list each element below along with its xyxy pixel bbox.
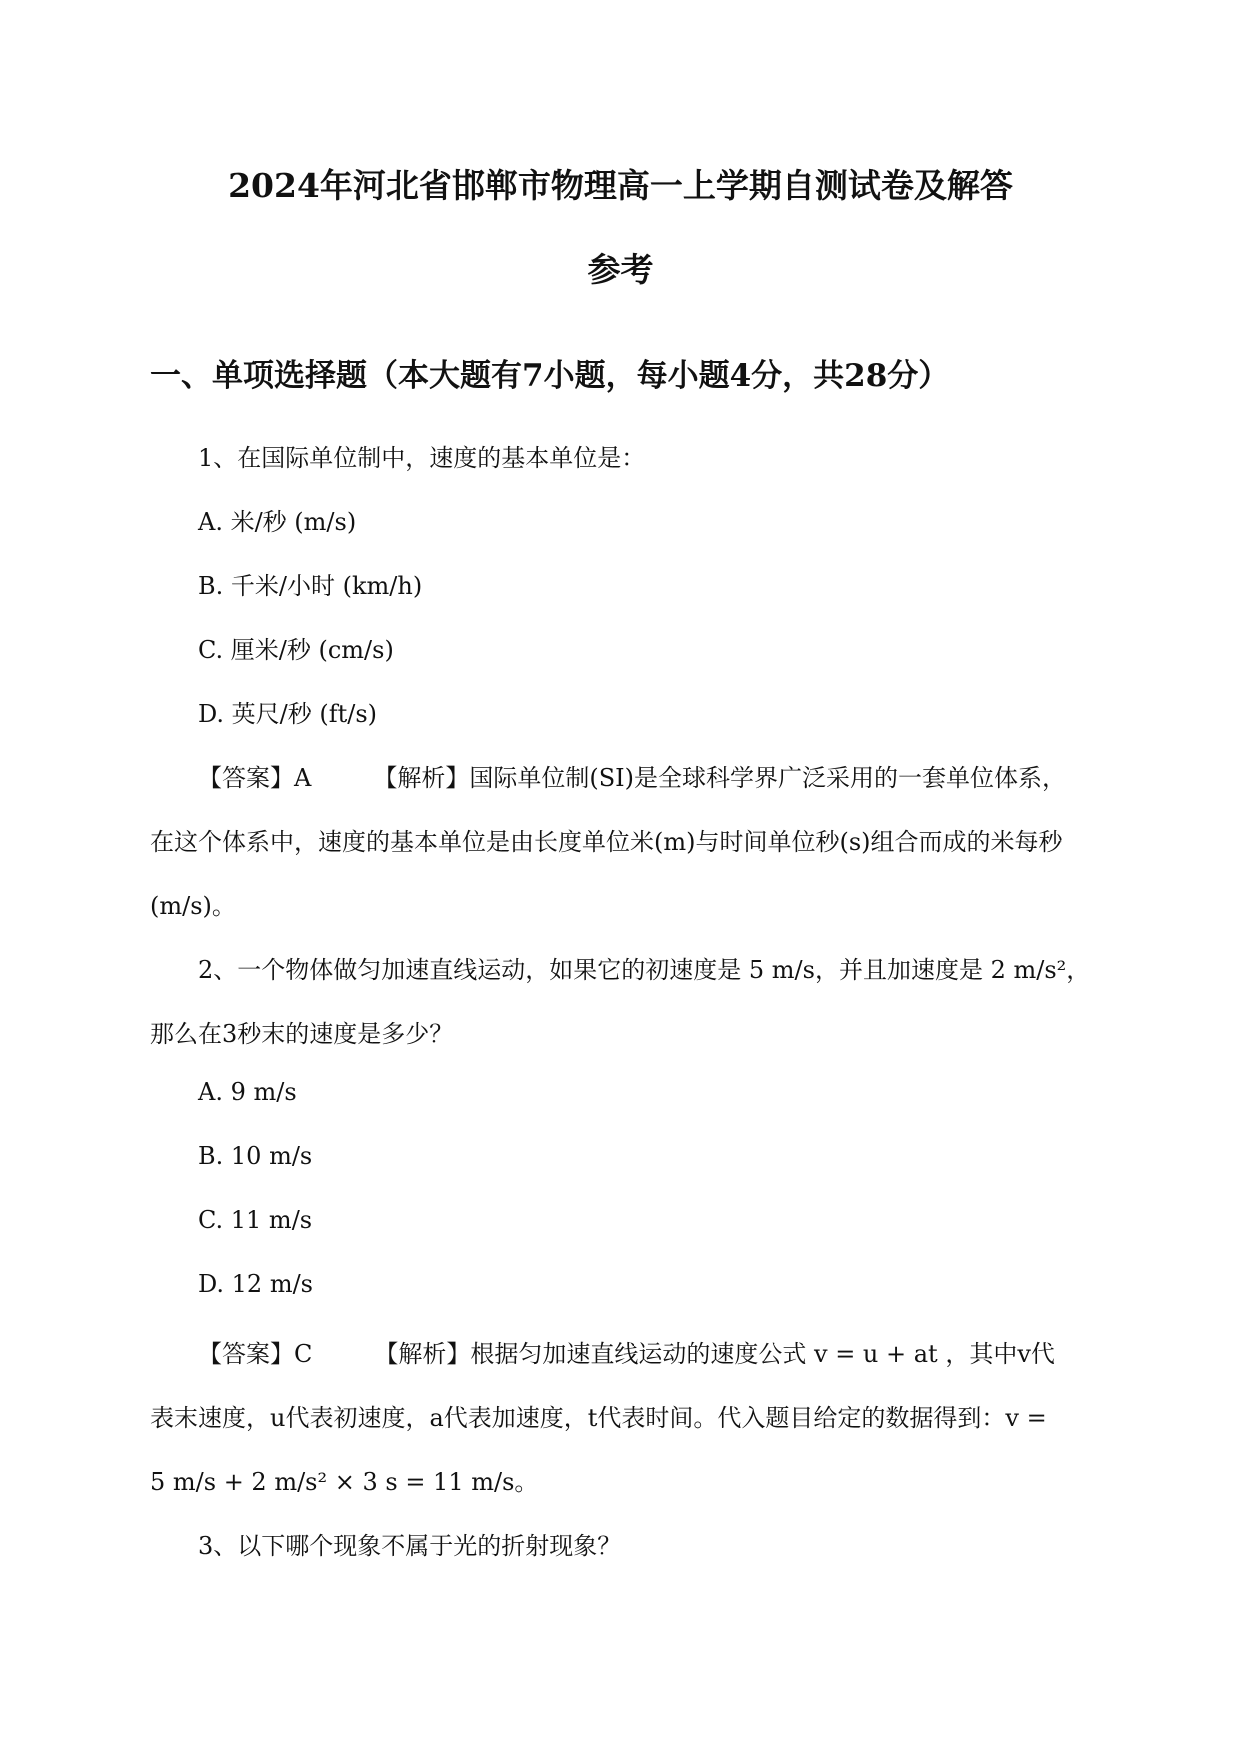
question-2-option-c: C. 11 m/s (198, 1206, 313, 1234)
question-2-option-a: A. 9 m/s (198, 1078, 297, 1106)
question-1-analysis-line3: (m/s)。 (150, 892, 236, 920)
question-1-option-d: D. 英尺/秒 (ft/s) (198, 700, 378, 728)
question-1-option-a: A. 米/秒 (m/s) (198, 508, 357, 536)
question-1-analysis-line1: 【解析】国际单位制(SI)是全球科学界广泛采用的一套单位体系， (373, 764, 1066, 792)
document-title-line2: 参考 (587, 250, 654, 289)
question-3-stem: 3、以下哪个现象不属于光的折射现象？ (198, 1532, 622, 1560)
section-heading-single-choice: 一、单项选择题（本大题有7小题，每小题4分，共28分） (150, 358, 950, 394)
question-2-stem-line1: 2、一个物体做匀加速直线运动，如果它的初速度是 5 m/s，并且加速度是 2 m/s²， (198, 956, 1091, 984)
question-1-answer: 【答案】A (198, 764, 312, 792)
question-1-analysis-line2: 在这个体系中，速度的基本单位是由长度单位米(m)与时间单位秒(s)组合而成的米每秒 (150, 828, 1063, 856)
question-2-stem-line2: 那么在3秒末的速度是多少？ (150, 1020, 454, 1048)
question-1-stem: 1、在国际单位制中，速度的基本单位是： (198, 444, 646, 472)
question-2-analysis-line2: 表末速度，u代表初速度，a代表加速度，t代表时间。代入题目给定的数据得到：v = (150, 1404, 1047, 1432)
question-2-option-d: D. 12 m/s (198, 1270, 313, 1298)
question-2-option-b: B. 10 m/s (198, 1142, 313, 1170)
document-title-line1: 2024年河北省邯郸市物理高一上学期自测试卷及解答 (228, 166, 1013, 205)
question-1-option-b: B. 千米/小时 (km/h) (198, 572, 423, 600)
question-1-answer-line (198, 758, 1066, 793)
question-2-answer-line (198, 1334, 1055, 1369)
question-2-analysis-line3: 5 m/s + 2 m/s² × 3 s = 11 m/s。 (150, 1468, 539, 1496)
question-1-option-c: C. 厘米/秒 (cm/s) (198, 636, 394, 664)
question-2-answer: 【答案】C (198, 1340, 313, 1368)
question-2-analysis-line1: 【解析】根据匀加速直线运动的速度公式 v = u + at ，其中v代 (374, 1340, 1055, 1368)
